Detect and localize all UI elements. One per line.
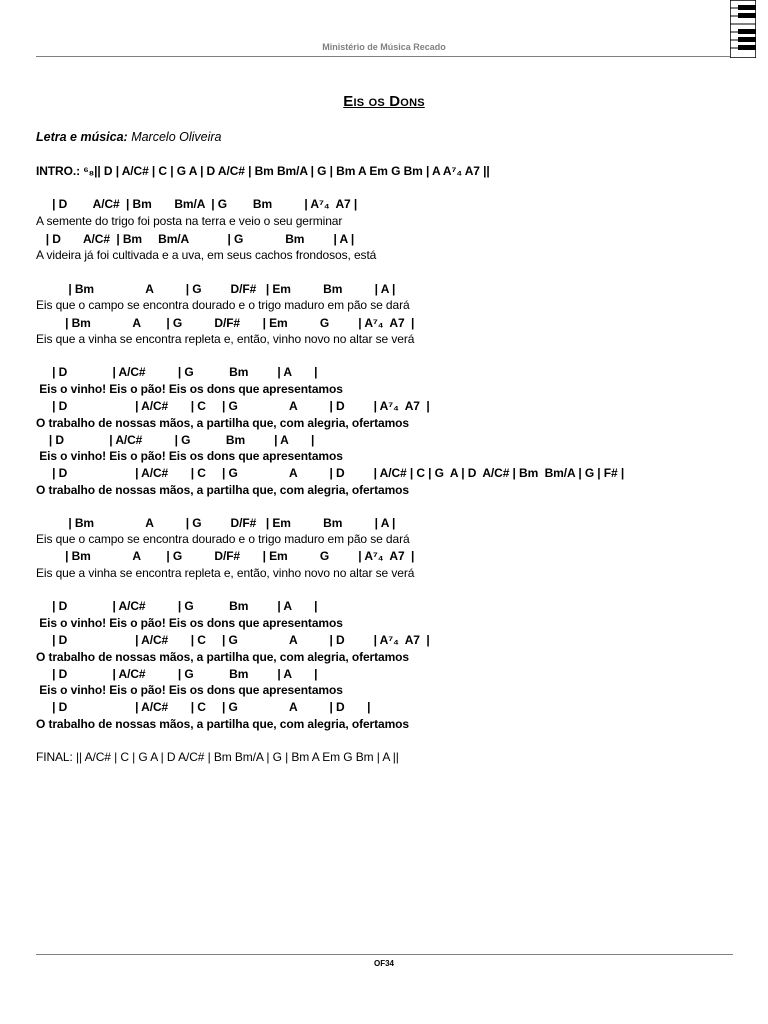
chorus-lyric-line: Eis o vinho! Eis o pão! Eis os dons que apresentamos xyxy=(36,449,343,463)
song-credit xyxy=(36,130,222,144)
credit-label: Letra e música: xyxy=(36,130,128,144)
lyric-line: Eis que o campo se encontra dourado e o trigo maduro em pão se dará xyxy=(36,298,410,312)
intro-chords-line: INTRO.: ⁶₈|| D | A/C# | C | G A | D A/C# | Bm Bm/A | G | Bm A Em G Bm | A A⁷₄ A7 || xyxy=(36,164,490,178)
lyric-line: Eis que a vinha se encontra repleta e, então, vinho novo no altar se verá xyxy=(36,566,415,580)
lyric-line: Eis que o campo se encontra dourado e o trigo maduro em pão se dará xyxy=(36,532,410,546)
chord-line: | Bm A | G D/F# | Em Bm | A | xyxy=(36,516,396,530)
chord-line: | Bm A | G D/F# | Em G | A⁷₄ A7 | xyxy=(36,549,415,563)
chorus-lyric-line: Eis o vinho! Eis o pão! Eis os dons que apresentamos xyxy=(36,382,343,396)
chorus-lyric-line: O trabalho de nossas mãos, a partilha que, com alegria, ofertamos xyxy=(36,416,409,430)
chord-line: | D | A/C# | C | G A | D | A⁷₄ A7 | xyxy=(36,399,430,413)
chord-line: | D | A/C# | C | G A | D | A/C# | C | G A | D A/C# | Bm Bm/A | G | F# | xyxy=(36,466,625,480)
chord-line: | D A/C# | Bm Bm/A | G Bm | A | xyxy=(36,232,355,246)
chorus-lyric-line: Eis o vinho! Eis o pão! Eis os dons que apresentamos xyxy=(36,683,343,697)
chord-line: | D | A/C# | G Bm | A | xyxy=(36,599,318,613)
chorus-lyric-line: Eis o vinho! Eis o pão! Eis os dons que apresentamos xyxy=(36,616,343,630)
chorus-lyric-line: O trabalho de nossas mãos, a partilha que, com alegria, ofertamos xyxy=(36,650,409,664)
chorus-lyric-line: O trabalho de nossas mãos, a partilha que, com alegria, ofertamos xyxy=(36,717,409,731)
chord-line: | D | A/C# | G Bm | A | xyxy=(36,433,315,447)
chord-line: | D | A/C# | G Bm | A | xyxy=(36,667,318,681)
credit-author: Marcelo Oliveira xyxy=(127,130,222,144)
chord-line: | D | A/C# | G Bm | A | xyxy=(36,365,318,379)
header-divider xyxy=(36,56,733,57)
lyric-line: Eis que a vinha se encontra repleta e, então, vinho novo no altar se verá xyxy=(36,332,415,346)
page-code: OF34 xyxy=(373,959,394,968)
chord-line: | Bm A | G D/F# | Em G | A⁷₄ A7 | xyxy=(36,316,415,330)
chord-line: | D | A/C# | C | G A | D | A⁷₄ A7 | xyxy=(36,633,430,647)
song-title: Eis os Dons xyxy=(343,93,425,110)
final-chords-line: FINAL: || A/C# | C | G A | D A/C# | Bm Bm/A | G | Bm A Em G Bm | A || xyxy=(36,750,399,764)
chord-line: | D A/C# | Bm Bm/A | G Bm | A⁷₄ A7 | xyxy=(36,197,358,211)
chorus-lyric-line: O trabalho de nossas mãos, a partilha que, com alegria, ofertamos xyxy=(36,483,409,497)
piano-keys-icon xyxy=(730,0,756,58)
ministry-header: Ministério de Música Recado xyxy=(322,42,446,52)
lyric-line: A videira já foi cultivada e a uva, em seus cachos frondosos, está xyxy=(36,248,377,262)
chord-line: | Bm A | G D/F# | Em Bm | A | xyxy=(36,282,396,296)
chord-line: | D | A/C# | C | G A | D | xyxy=(36,700,371,714)
lyric-line: A semente do trigo foi posta na terra e veio o seu germinar xyxy=(36,214,343,228)
footer-divider xyxy=(36,954,733,955)
